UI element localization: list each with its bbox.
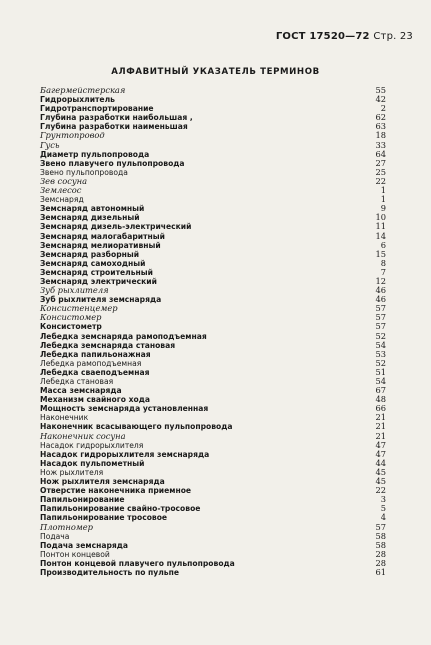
entry-term: Лебедка земснаряда рамоподъемная [40,331,207,341]
entry-page-number: 66 [375,403,386,414]
entry-page-number: 21 [375,421,386,432]
index-entry [40,159,386,168]
entry-page-number: 11 [375,221,386,232]
entry-term: Насадок гидрорыхлителя земснаряда [40,449,210,459]
entry-page-number: 12 [375,275,386,286]
entry-term: Земснаряд строительный [40,267,153,277]
entry-term: Диаметр пульпопровода [40,149,150,159]
index-entry [40,213,386,222]
entry-page-number: 1 [380,194,386,205]
entry-page-number: 64 [375,148,386,159]
entry-term: Понтон концевой плавучего пульпопровода [40,558,235,568]
entry-term: Лебедка папильонажная [40,349,151,359]
entry-term: Нож рыхлителя [40,467,104,477]
entry-term: Консистенцемер [40,303,118,314]
index-entry [40,504,386,513]
entry-term: Папильонирование тросовое [40,513,168,523]
entry-term: Земснаряд дизельный [40,213,140,223]
entry-term: Лебедка земснаряда становая [40,340,176,350]
entry-page-number: 10 [375,212,386,223]
entry-page-number: 46 [375,285,386,296]
entry-term: Землесос [40,185,82,196]
entry-page-number: 63 [375,121,386,132]
entry-term: Земснаряд разборный [40,249,140,259]
index-entry [40,259,386,268]
entry-term: Масса земснаряда [40,386,122,396]
entry-page-number: 58 [375,539,386,550]
index-entry [40,104,386,113]
entry-page-number: 21 [375,412,386,423]
entry-page-number: 7 [380,266,386,277]
entry-page-number: 4 [380,512,386,523]
entry-term: Земснаряд электрический [40,276,157,286]
index-entry [40,86,386,95]
index-entry [40,404,386,413]
entry-page-number: 5 [380,503,386,514]
entry-term: Грунтопровод [40,130,105,141]
entry-page-number: 42 [375,94,386,105]
entry-page-number: 6 [380,239,386,250]
page-number: Стр. 23 [373,31,413,42]
entry-page-number: 46 [375,294,386,305]
index-entry [40,168,386,177]
entry-page-number: 45 [375,476,386,487]
entry-page-number: 21 [375,430,386,441]
index-entry [40,250,386,259]
entry-term: Гусь [40,139,60,150]
index-entry [40,495,386,504]
entry-term: Гидротранспортирование [40,104,154,114]
entry-page-number: 53 [375,348,386,359]
index-entry [40,486,386,495]
index-entry [40,477,386,486]
entry-term: Папильонирование [40,495,125,505]
entry-page-number: 3 [380,494,386,505]
index-entry [40,204,386,213]
entry-term: Земснаряд автономный [40,204,145,214]
entry-page-number: 15 [375,248,386,259]
entry-page-number: 2 [380,103,386,114]
entry-term: Подача земснаряда [40,540,129,550]
entry-page-number: 48 [375,394,386,405]
index-entry [40,523,386,532]
index-entry [40,222,386,231]
entry-term: Консистомер [40,312,102,323]
entry-page-number: 47 [375,448,386,459]
entry-page-number: 55 [375,85,386,95]
index-entry [40,395,386,404]
entry-page-number: 67 [375,385,386,396]
entry-term: Зев сосуна [40,175,88,186]
entry-page-number: 8 [380,257,386,268]
index-entry [40,568,386,577]
index-entry [40,459,386,468]
entry-page-number: 61 [375,566,386,577]
entry-page-number: 14 [375,230,386,241]
index-entry [40,313,386,322]
index-entry [40,268,386,277]
entry-term: Насадок пульпометный [40,458,145,468]
entry-term: Земснаряд дизель-электрический [40,222,192,232]
index-entry [40,532,386,541]
standard-number: ГОСТ 17520—72 [275,31,370,42]
entry-term: Земснаряд малогабаритный [40,231,165,241]
index-entry [40,113,386,122]
index-entry [40,141,386,150]
entry-page-number: 51 [375,366,386,377]
index-entry [40,368,386,377]
entry-page-number: 25 [375,166,386,177]
entry-page-number: 62 [375,112,386,123]
index-entry [40,450,386,459]
index-entry [40,413,386,422]
entry-term: Багермейстерская [40,85,126,95]
index-entry [40,95,386,104]
entry-term: Механизм свайного хода [40,395,150,405]
entry-term: Наконечник сосуна [40,430,126,441]
entry-page-number: 57 [375,521,386,532]
entry-page-number: 22 [375,175,386,186]
entry-term: Наконечник всасывающего пульпопровода [40,422,233,432]
entry-page-number: 52 [375,357,386,368]
entry-page-number: 57 [375,312,386,323]
entry-page-number: 18 [375,130,386,141]
entry-page-number: 22 [375,485,386,496]
entry-term: Папильонирование свайно-тросовое [40,504,201,514]
entry-page-number: 58 [375,530,386,541]
entry-page-number: 47 [375,439,386,450]
entry-term: Мощность земснаряда установленная [40,404,209,414]
entry-term: Глубина разработки наименьшая [40,122,188,132]
entry-term: Производительность по пульпе [40,567,180,577]
entry-term: Гидрорыхлитель [40,95,115,105]
entry-term: Зуб рыхлителя земснаряда [40,295,162,305]
index-entry [40,241,386,250]
entry-term: Отверстие наконечника приемное [40,486,192,496]
index-entry [40,541,386,550]
page-header [276,31,413,42]
index-entry [40,341,386,350]
entry-term: Плотномер [40,521,93,532]
entry-term: Звено плавучего пульпопровода [40,158,185,168]
entry-term: Лебедка становая [40,377,114,386]
index-entry [40,350,386,359]
index-entry [40,322,386,331]
entry-page-number: 1 [380,185,386,196]
index-entry [40,432,386,441]
entry-page-number: 54 [375,376,386,386]
entry-page-number: 54 [375,339,386,350]
index-entry [40,559,386,568]
entry-term: Наконечник [40,413,89,423]
entry-term: Земснаряд мелиоративный [40,240,161,250]
term-index-list [40,86,386,577]
entry-term: Земснаряд [40,195,84,205]
index-entry [40,150,386,159]
entry-page-number: 45 [375,466,386,477]
index-entry [40,386,386,395]
entry-page-number: 44 [375,457,386,468]
entry-term: Насадок гидрорыхлителя [40,440,144,450]
index-entry [40,359,386,368]
entry-page-number: 33 [375,139,386,150]
index-entry [40,332,386,341]
entry-term: Звено пульпопровода [40,167,128,177]
index-entry [40,286,386,295]
entry-term: Зуб рыхлителя [40,285,109,296]
index-entry [40,177,386,186]
entry-page-number: 52 [375,330,386,341]
entry-page-number: 28 [375,548,386,559]
entry-term: Понтон концевой [40,549,110,559]
entry-term: Лебедка сваеподъемная [40,367,150,377]
entry-term: Глубина разработки наибольшая , [40,113,193,123]
index-entry [40,550,386,559]
entry-page-number: 57 [375,303,386,314]
entry-page-number: 57 [375,321,386,332]
entry-term: Подача [40,531,70,541]
index-entry [40,232,386,241]
entry-term: Нож рыхлителя земснаряда [40,477,165,487]
entry-page-number: 9 [380,203,386,214]
index-title: АЛФАВИТНЫЙ УКАЗАТЕЛЬ ТЕРМИНОВ [111,67,320,77]
index-entry [40,377,386,386]
index-entry [40,468,386,477]
entry-term: Консистометр [40,322,102,332]
entry-page-number: 27 [375,157,386,168]
entry-term: Земснаряд самоходный [40,258,146,268]
index-entry [40,195,386,204]
entry-term: Лебедка рамоподъемная [40,358,142,368]
index-entry [40,441,386,450]
index-entry [40,186,386,195]
entry-page-number: 28 [375,557,386,568]
index-entry [40,131,386,140]
